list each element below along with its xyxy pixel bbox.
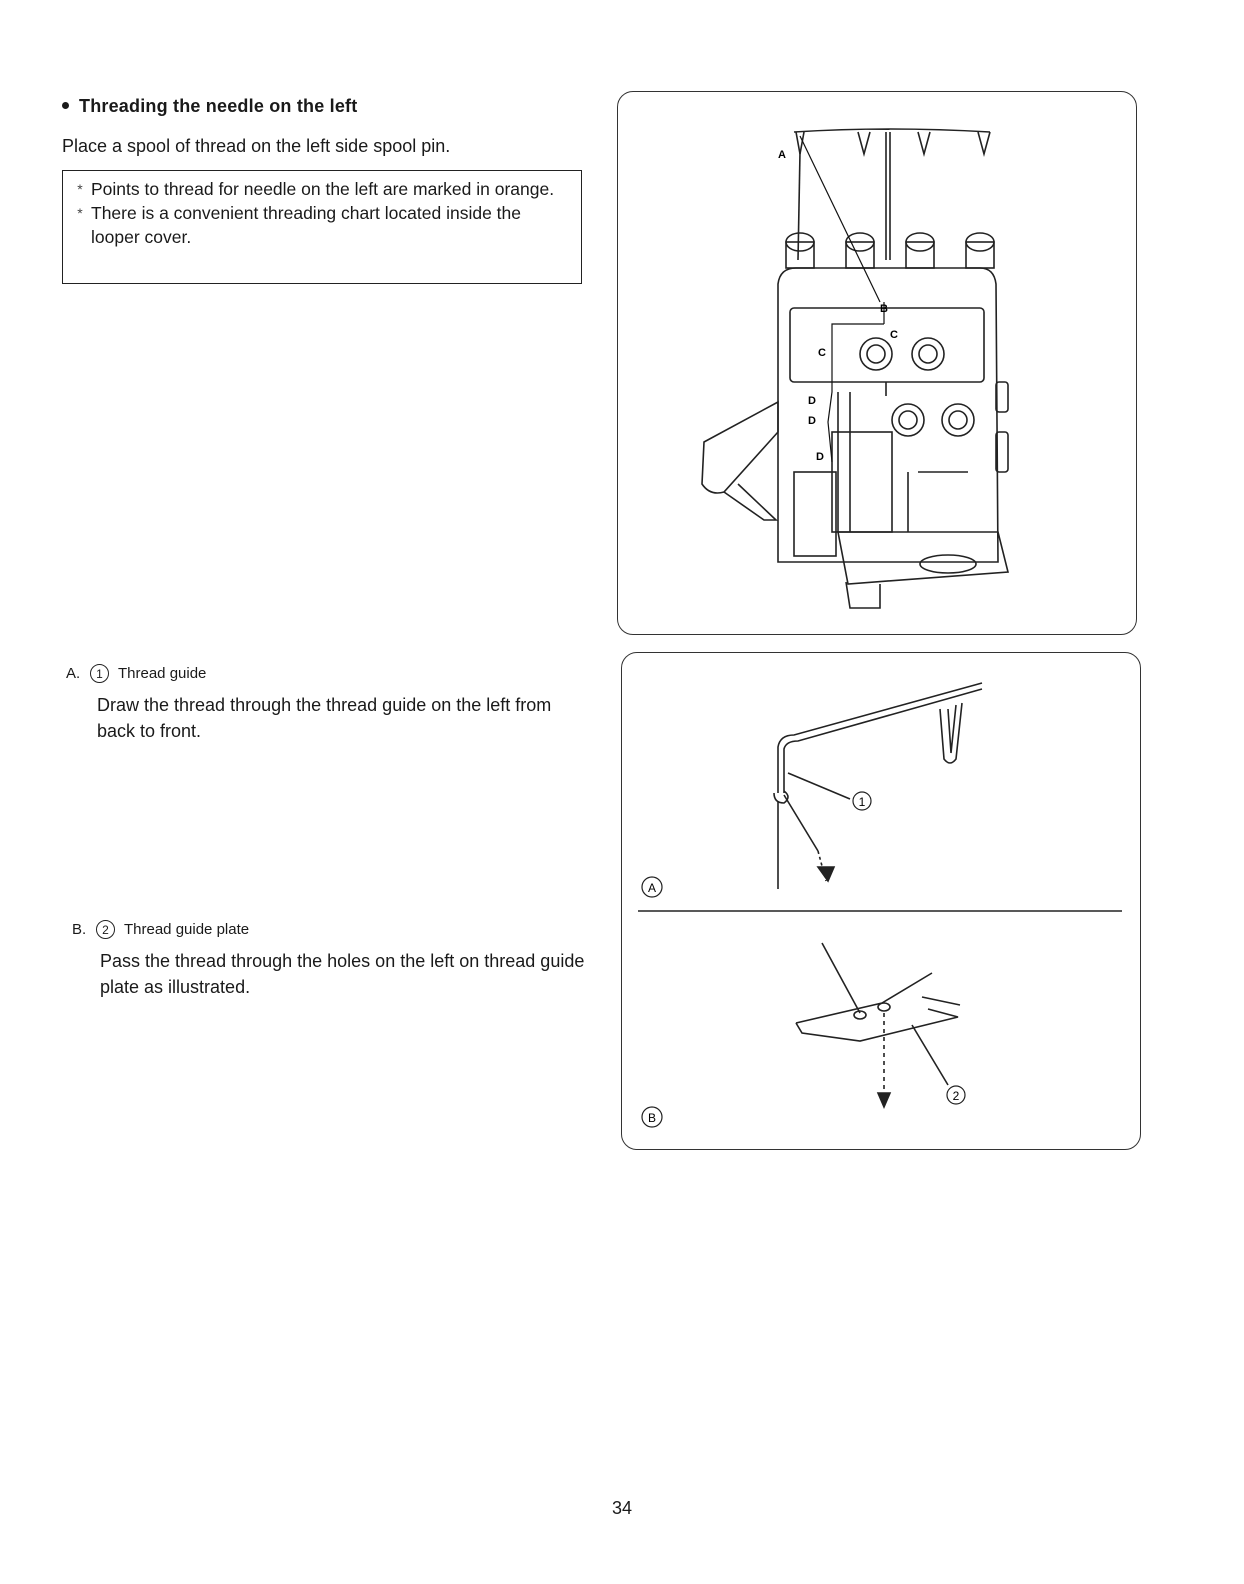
step-a-label [66, 664, 206, 683]
bullet-icon [62, 102, 69, 109]
callout-c-lower: C [818, 347, 826, 359]
step-a-letter: A. [66, 665, 81, 682]
section-heading-text: Threading the needle on the left [79, 96, 358, 116]
note-asterisk: * [77, 181, 83, 197]
note-text: There is a convenient threading chart located inside the looper cover. [91, 203, 521, 247]
machine-illustration [617, 91, 1137, 635]
step-b-number: 2 [96, 920, 115, 939]
detail-illustration [621, 652, 1141, 1150]
intro-text: Place a spool of thread on the left side spool pin. [62, 136, 451, 156]
step-b-description: Pass the thread through the holes on the left on thread guide plate as illustrated. [100, 951, 585, 997]
serger-machine-drawing [618, 92, 1137, 635]
callout-d-1: D [808, 395, 816, 407]
step-a-title: Thread guide [118, 665, 207, 682]
note-item [69, 201, 571, 249]
detail-drawing [622, 653, 1141, 1150]
callout-d-3: D [816, 451, 824, 463]
callout-1: 1 [858, 795, 866, 809]
note-text: Points to thread for needle on the left are marked in orange. [91, 179, 555, 199]
note-asterisk: * [77, 205, 83, 221]
step-b-title: Thread guide plate [124, 921, 250, 938]
note-item [69, 177, 571, 201]
section-heading [62, 96, 357, 117]
step-a-description: Draw the thread through the thread guide on the left from back to front. [97, 695, 552, 741]
panel-b-label: B [647, 1111, 657, 1125]
callout-c-upper: C [890, 329, 898, 341]
callout-2: 2 [952, 1089, 960, 1103]
callout-a: A [778, 149, 786, 161]
page-number: 34 [611, 1498, 633, 1518]
step-b-label [72, 920, 249, 939]
callout-d-2: D [808, 415, 816, 427]
callout-b: B [880, 303, 888, 315]
notes-box [62, 170, 582, 284]
step-a-number: 1 [90, 664, 109, 683]
step-b-letter: B. [72, 921, 87, 938]
panel-a-label: A [647, 881, 657, 895]
